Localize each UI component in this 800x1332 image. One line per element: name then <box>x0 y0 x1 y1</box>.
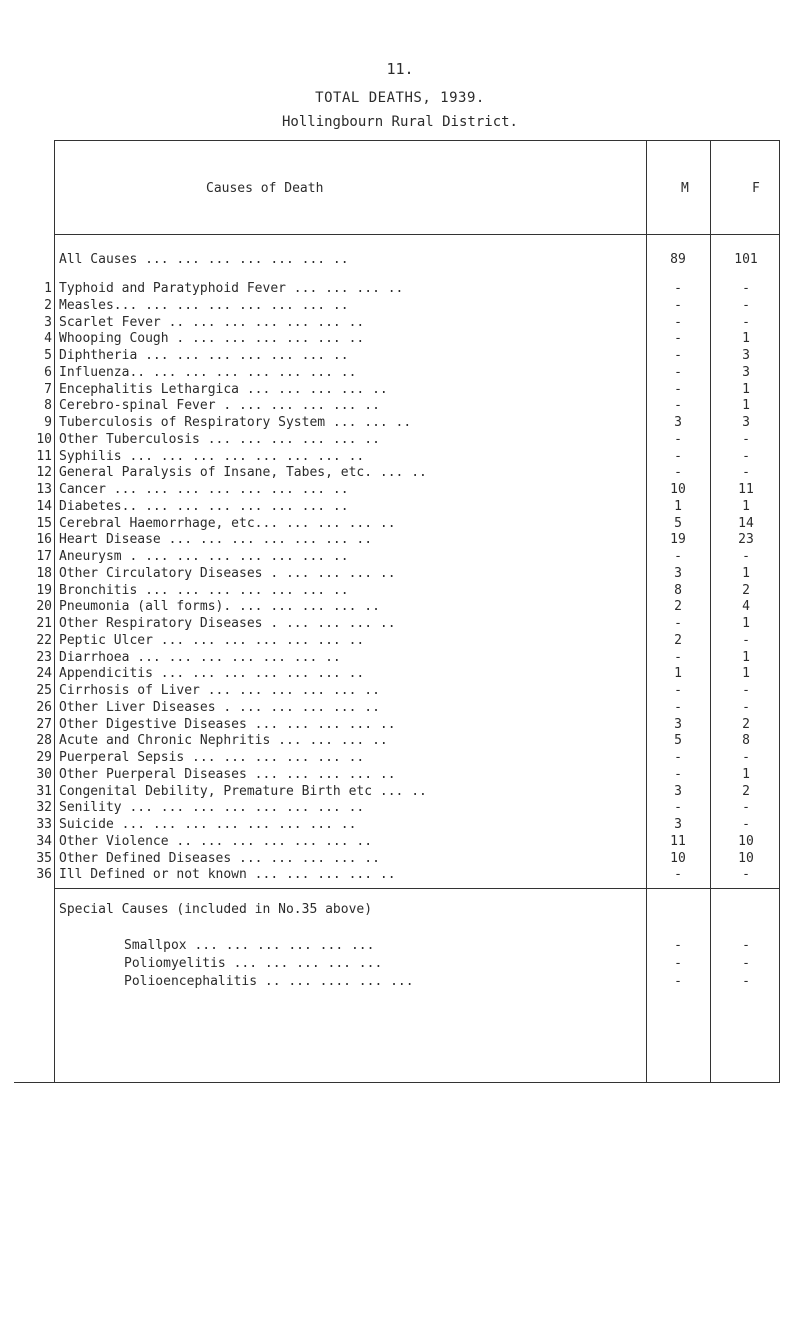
female-count: 1 <box>742 666 750 682</box>
male-count: 8 <box>674 582 682 598</box>
table-row <box>14 583 780 599</box>
cause-label: Other Violence .. ... ... ... ... ... .. <box>59 833 373 849</box>
row-number: 28 <box>36 733 52 749</box>
cause-label: Influenza.. ... ... ... ... ... ... .. <box>59 364 357 380</box>
table-row <box>14 767 780 783</box>
row-number: 3 <box>44 314 52 330</box>
deaths-table <box>14 140 780 1082</box>
male-count: - <box>674 381 682 397</box>
table-top-border <box>54 140 780 141</box>
cause-label: Cirrhosis of Liver ... ... ... ... ... .. <box>59 683 380 698</box>
cause-label: Typhoid and Paratyphoid Fever ... ... ... .. <box>59 281 404 296</box>
row-number: 10 <box>36 431 52 447</box>
table-row <box>14 599 780 615</box>
cause-label: Appendicitis ... ... ... ... ... ... .. <box>59 666 365 682</box>
female-count: - <box>742 974 750 989</box>
row-number: 24 <box>36 666 52 682</box>
male-count: 3 <box>674 817 682 832</box>
cause-label: Congenital Debility, Premature Birth etc ... .. <box>59 783 427 799</box>
cause-label: Other Tuberculosis ... ... ... ... ... .. <box>59 431 380 447</box>
female-count: - <box>742 448 750 464</box>
male-count: - <box>674 699 682 715</box>
cause-label: Whooping Cough . ... ... ... ... ... .. <box>59 331 365 347</box>
cause-label: Ill Defined or not known ... ... ... ... .. <box>59 867 396 883</box>
table-row <box>14 331 780 347</box>
cause-label: Acute and Chronic Nephritis ... ... ... .. <box>59 733 388 749</box>
cause-label: Measles... ... ... ... ... ... ... .. <box>59 297 349 313</box>
female-count: 1 <box>742 498 750 514</box>
row-number: 34 <box>36 833 52 849</box>
female-count: 8 <box>742 733 750 749</box>
female-count: 1 <box>742 649 750 665</box>
male-count: - <box>674 800 682 816</box>
female-count: 3 <box>742 364 750 380</box>
female-count: - <box>742 956 750 971</box>
male-count: - <box>674 281 682 296</box>
special-cause-label: Polioencephalitis .. ... .... ... ... <box>124 974 414 989</box>
male-count: - <box>674 616 682 631</box>
row-number: 17 <box>36 549 52 564</box>
row-number: 33 <box>36 817 52 832</box>
row-number: 13 <box>36 482 52 497</box>
page-number: 11. <box>386 60 414 78</box>
male-count: 3 <box>674 716 682 732</box>
female-count: - <box>742 817 750 832</box>
male-count: - <box>674 364 682 380</box>
cause-label: Cancer ... ... ... ... ... ... ... .. <box>59 482 349 497</box>
row-number: 12 <box>36 465 52 481</box>
female-count: - <box>742 699 750 715</box>
table-row <box>14 666 780 682</box>
male-count: - <box>674 314 682 330</box>
male-count: - <box>674 649 682 665</box>
table-row <box>14 382 780 398</box>
table-row <box>14 516 780 532</box>
table-row <box>14 800 780 816</box>
female-count: - <box>742 632 750 648</box>
male-count: - <box>674 348 682 363</box>
cause-label: Cerebro-spinal Fever . ... ... ... ... .. <box>59 398 380 414</box>
female-count: - <box>742 938 750 953</box>
row-number: 36 <box>36 867 52 883</box>
cause-label: Tuberculosis of Respiratory System ... ... .. <box>59 415 412 430</box>
cause-label: Heart Disease ... ... ... ... ... ... .. <box>59 532 373 548</box>
row-number: 2 <box>44 297 52 313</box>
female-count: - <box>742 281 750 296</box>
female-count: 1 <box>742 565 750 581</box>
table-row <box>14 348 780 364</box>
report-title: TOTAL DEATHS, 1939. <box>315 90 485 106</box>
cause-label: Diarrhoea ... ... ... ... ... ... .. <box>59 649 341 665</box>
table-row <box>14 834 780 850</box>
cause-label: Other Digestive Diseases ... ... ... ... .. <box>59 716 396 732</box>
female-count: - <box>742 549 750 564</box>
male-header: M <box>681 181 689 196</box>
row-number: 32 <box>36 800 52 816</box>
row-number: 35 <box>36 850 52 866</box>
female-count: 2 <box>742 783 750 799</box>
cause-label: Diphtheria ... ... ... ... ... ... .. <box>59 348 349 363</box>
row-number: 8 <box>44 398 52 414</box>
female-count: 1 <box>742 331 750 347</box>
female-count: 2 <box>742 582 750 598</box>
female-count: 23 <box>738 532 754 548</box>
female-header: F <box>752 181 760 196</box>
male-count: - <box>674 297 682 313</box>
female-count: 11 <box>738 482 754 497</box>
cause-label: Senility ... ... ... ... ... ... ... .. <box>59 800 365 816</box>
cause-label: Cerebral Haemorrhage, etc... ... ... ... .. <box>59 515 396 531</box>
female-count: 2 <box>742 716 750 732</box>
row-number: 31 <box>36 783 52 799</box>
cause-label: Encephalitis Lethargica ... ... ... ... .. <box>59 381 388 397</box>
special-row <box>14 974 780 990</box>
row-number: 9 <box>44 415 52 430</box>
male-count: 1 <box>674 666 682 682</box>
male-count: 1 <box>674 498 682 514</box>
table-row <box>14 851 780 867</box>
male-count: - <box>674 867 682 883</box>
table-row <box>14 750 780 766</box>
all-causes-label: All Causes ... ... ... ... ... ... .. <box>59 252 349 267</box>
table-row <box>14 499 780 515</box>
female-count: - <box>742 314 750 330</box>
male-count: - <box>674 766 682 782</box>
row-number: 11 <box>36 448 52 464</box>
female-count: 14 <box>738 515 754 531</box>
male-count: 5 <box>674 515 682 531</box>
female-count: 4 <box>742 599 750 615</box>
table-row <box>14 867 780 883</box>
cause-label: Syphilis ... ... ... ... ... ... ... .. <box>59 448 365 464</box>
cause-label: Puerperal Sepsis ... ... ... ... ... .. <box>59 750 365 765</box>
table-row <box>14 415 780 431</box>
female-count: - <box>742 297 750 313</box>
cause-label: Other Circulatory Diseases . ... ... ... .. <box>59 565 396 581</box>
table-row <box>14 817 780 833</box>
female-count: 3 <box>742 415 750 430</box>
row-number: 6 <box>44 364 52 380</box>
table-row <box>14 616 780 632</box>
special-cause-label: Poliomyelitis ... ... ... ... ... <box>124 956 383 971</box>
male-count: - <box>674 750 682 765</box>
table-row <box>14 449 780 465</box>
all-causes-female: 101 <box>734 252 758 267</box>
male-count: - <box>674 956 682 971</box>
female-count: 3 <box>742 348 750 363</box>
row-number: 30 <box>36 766 52 782</box>
table-row <box>14 465 780 481</box>
male-count: - <box>674 465 682 481</box>
cause-label: Bronchitis ... ... ... ... ... ... .. <box>59 582 349 598</box>
cause-label: Scarlet Fever .. ... ... ... ... ... .. <box>59 314 365 330</box>
table-row <box>14 549 780 565</box>
female-count: - <box>742 431 750 447</box>
cause-label: Other Liver Diseases . ... ... ... ... .. <box>59 699 380 715</box>
table-row <box>14 717 780 733</box>
causes-header: Causes of Death <box>206 181 324 196</box>
cause-label: Other Defined Diseases ... ... ... ... .. <box>59 850 380 866</box>
male-count: - <box>674 549 682 564</box>
table-row <box>14 784 780 800</box>
cause-label: Other Puerperal Diseases ... ... ... ... .. <box>59 766 396 782</box>
main-section-bottom-border <box>54 888 780 889</box>
male-count: - <box>674 938 682 953</box>
female-count: 10 <box>738 850 754 866</box>
special-causes-title: Special Causes (included in No.35 above) <box>59 902 373 917</box>
table-row <box>14 482 780 498</box>
table-row <box>14 398 780 414</box>
female-count: 10 <box>738 833 754 849</box>
male-count: - <box>674 398 682 414</box>
cause-label: Diabetes.. ... ... ... ... ... ... .. <box>59 498 349 514</box>
row-number: 7 <box>44 381 52 397</box>
cause-label: General Paralysis of Insane, Tabes, etc. ... .. <box>59 465 427 481</box>
special-row <box>14 956 780 972</box>
female-count: - <box>742 465 750 481</box>
row-number: 23 <box>36 649 52 665</box>
cause-label: Pneumonia (all forms). ... ... ... ... .. <box>59 599 380 615</box>
male-count: 10 <box>670 482 686 497</box>
male-count: - <box>674 448 682 464</box>
male-count: - <box>674 974 682 989</box>
table-row <box>14 633 780 649</box>
row-number: 26 <box>36 699 52 715</box>
female-count: 1 <box>742 398 750 414</box>
male-count: 11 <box>670 833 686 849</box>
male-count: 10 <box>670 850 686 866</box>
female-count: 1 <box>742 616 750 631</box>
cause-label: Suicide ... ... ... ... ... ... ... .. <box>59 817 357 832</box>
table-row <box>14 733 780 749</box>
male-count: 2 <box>674 599 682 615</box>
table-row <box>14 315 780 331</box>
table-bottom-border <box>14 1082 780 1083</box>
row-number: 29 <box>36 750 52 765</box>
table-row <box>14 532 780 548</box>
row-number: 5 <box>44 348 52 363</box>
male-count: 3 <box>674 783 682 799</box>
cause-label: Peptic Ulcer ... ... ... ... ... ... .. <box>59 632 365 648</box>
row-number: 22 <box>36 632 52 648</box>
table-row <box>14 700 780 716</box>
row-number: 15 <box>36 515 52 531</box>
male-count: 19 <box>670 532 686 548</box>
cause-label: Aneurysm . ... ... ... ... ... ... .. <box>59 549 349 564</box>
male-count: - <box>674 683 682 698</box>
row-number: 27 <box>36 716 52 732</box>
male-count: 3 <box>674 415 682 430</box>
female-count: - <box>742 867 750 883</box>
row-number: 19 <box>36 582 52 598</box>
cause-label: Other Respiratory Diseases . ... ... ... .. <box>59 616 396 631</box>
table-row <box>14 281 780 297</box>
table-row <box>14 432 780 448</box>
female-count: 1 <box>742 766 750 782</box>
female-count: - <box>742 750 750 765</box>
table-row <box>14 683 780 699</box>
all-causes-male: 89 <box>670 252 686 267</box>
row-number: 14 <box>36 498 52 514</box>
female-count: - <box>742 800 750 816</box>
row-number: 16 <box>36 532 52 548</box>
row-number: 4 <box>44 331 52 347</box>
male-count: 3 <box>674 565 682 581</box>
district-subtitle: Hollingbourn Rural District. <box>281 114 518 130</box>
male-count: 2 <box>674 632 682 648</box>
male-count: 5 <box>674 733 682 749</box>
special-row <box>14 938 780 954</box>
table-row <box>14 650 780 666</box>
row-number: 21 <box>36 616 52 631</box>
female-count: 1 <box>742 381 750 397</box>
female-count: - <box>742 683 750 698</box>
male-count: - <box>674 331 682 347</box>
row-number: 1 <box>44 281 52 296</box>
row-number: 18 <box>36 565 52 581</box>
row-number: 20 <box>36 599 52 615</box>
table-row <box>14 298 780 314</box>
header-bottom-border <box>54 234 780 235</box>
table-row <box>14 566 780 582</box>
table-row <box>14 365 780 381</box>
male-count: - <box>674 431 682 447</box>
row-number: 25 <box>36 683 52 698</box>
all-causes-row <box>14 252 780 268</box>
special-cause-label: Smallpox ... ... ... ... ... ... <box>124 938 375 953</box>
